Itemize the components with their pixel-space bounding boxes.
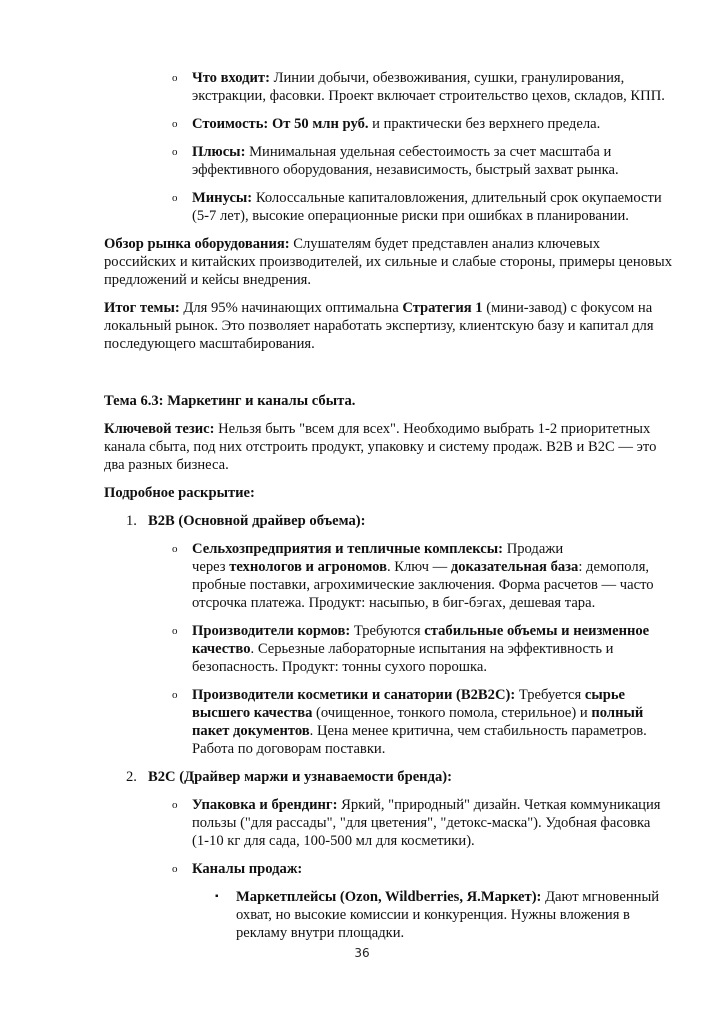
bold-text: Тема 6.3: Маркетинг и каналы сбыта. [104, 393, 356, 409]
bold-text: сырье [584, 687, 626, 703]
text: через [192, 559, 230, 575]
bold-text: Плюсы: [192, 144, 246, 160]
text-line [104, 253, 684, 271]
text-line [148, 512, 684, 530]
text: : демополя, [578, 559, 650, 575]
text-line [104, 420, 684, 438]
bold-text: Сельхозпредприятия и тепличные комплексы: [192, 541, 504, 557]
bold-text: стабильные объемы и неизменное [424, 623, 650, 639]
text-line [192, 796, 684, 814]
bullet-item [104, 622, 684, 676]
text: Нельзя быть "всем для всех". Необходимо выбрать 1-2 приоритетных [214, 421, 651, 437]
text-line [104, 392, 684, 410]
text: (5-7 лет), высокие операционные риски при ошибках в планировании. [192, 208, 629, 224]
text: экстракции, фасовки. Проект включает строительство цехов, складов, КПП. [192, 88, 665, 104]
section-heading [104, 392, 684, 410]
text: эффективного оборудования, независимость, быстрый захват рынка. [192, 162, 619, 178]
text: Для 95% начинающих оптимальна [179, 300, 403, 316]
bold-text: Стратегия 1 [402, 300, 483, 316]
bold-text: полный [591, 705, 644, 721]
bold-text: B2B (Основной драйвер объема): [148, 513, 366, 529]
text-line [192, 640, 684, 658]
bullet-icon: o [172, 689, 178, 701]
text: пользы ("для рассады", "для цветения", "детокс-маска"). Удобная фасовка [192, 815, 651, 831]
document-body [104, 69, 684, 952]
bold-text: доказательная база [450, 559, 579, 575]
text: безопасность. Продукт: тонны сухого порошка. [192, 659, 487, 675]
page-number: 36 [354, 946, 370, 960]
bullet-icon: o [172, 543, 178, 555]
text-line [192, 658, 684, 676]
numbered-item [104, 512, 684, 530]
bullet-item [104, 686, 684, 758]
text: Дают мгновенный [541, 889, 660, 905]
text: . Ключ — [386, 559, 451, 575]
text: Слушателям будет представлен анализ ключевых [289, 236, 600, 252]
bold-text: Ключевой тезис: [104, 421, 215, 437]
text-line [192, 540, 684, 558]
bold-text: Подробное раскрытие: [104, 485, 255, 501]
text: . Цена менее критична, чем стабильность параметров. [309, 723, 647, 739]
list-number: 1. [126, 513, 137, 529]
text-line [104, 271, 684, 289]
text-line [236, 888, 684, 906]
bold-text: Маркетплейсы (Ozon, Wildberries, Я.Маркет): [236, 889, 542, 905]
text: отсрочка платежа. Продукт: насыпью, в биг-бэгах, дешевая тара. [192, 595, 596, 611]
text: предложений и кейсы внедрения. [104, 272, 312, 288]
text-line [104, 438, 684, 456]
bold-text: Обзор рынка оборудования: [104, 236, 290, 252]
text-line [104, 484, 684, 502]
text-line [192, 143, 684, 161]
sub-bullet-item [104, 888, 684, 942]
text-line [192, 704, 684, 722]
bold-text: B2C (Драйвер маржи и узнаваемости бренда): [148, 769, 452, 785]
text-line [104, 317, 684, 335]
text-line [104, 335, 684, 353]
paragraph [104, 484, 684, 502]
bold-text: Производители кормов: [192, 623, 351, 639]
text: Требуется [515, 687, 585, 703]
bold-text: Итог темы: [104, 300, 180, 316]
bullet-item [104, 860, 684, 878]
text: Минимальная удельная себестоимость за счет масштаба и [245, 144, 612, 160]
text: два разных бизнеса. [104, 457, 229, 473]
bold-text: Стоимость: От 50 млн руб. [192, 116, 369, 132]
text-line [104, 299, 684, 317]
bold-text: Минусы: [192, 190, 253, 206]
text-line [192, 87, 684, 105]
text-line [192, 207, 684, 225]
text-line [192, 558, 684, 576]
text: . Серьезные лабораторные испытания на эффективность и [250, 641, 614, 657]
list-number: 2. [126, 769, 137, 785]
text-line [192, 594, 684, 612]
bullet-item [104, 540, 684, 612]
text-line [192, 576, 684, 594]
numbered-item [104, 768, 684, 786]
text-line [192, 686, 684, 704]
text-line [192, 740, 684, 758]
bold-text: пакет документов [192, 723, 310, 739]
bullet-icon: o [172, 146, 178, 158]
text-line [104, 235, 684, 253]
text: Продажи [503, 541, 564, 557]
text: рекламу внутри площадки. [236, 925, 405, 941]
bullet-item [104, 115, 684, 133]
text-line [192, 622, 684, 640]
text: последующего масштабирования. [104, 336, 315, 352]
bullet-icon: ▪ [215, 891, 219, 902]
text: канала сбыта, под них отстроить продукт, упаковку и систему продаж. B2B и B2C — это [104, 439, 657, 455]
text: (мини-завод) с фокусом на [482, 300, 653, 316]
text-line [148, 768, 684, 786]
text-line [236, 924, 684, 942]
text: (очищенное, тонкого помола, стерильное) и [312, 705, 592, 721]
bold-text: высшего качества [192, 705, 313, 721]
text-line [192, 832, 684, 850]
bullet-item [104, 143, 684, 179]
bullet-item [104, 189, 684, 225]
bullet-icon: o [172, 799, 178, 811]
paragraph [104, 420, 684, 474]
text: охват, но высокие комиссии и конкуренция. Нужны вложения в [236, 907, 630, 923]
text-line [192, 69, 684, 87]
text-line [236, 906, 684, 924]
text: Линии добычи, обезвоживания, сушки, гранулирования, [269, 70, 625, 86]
text: Работа по договорам поставки. [192, 741, 386, 757]
bullet-icon: o [172, 72, 178, 84]
text-line [192, 115, 684, 133]
text: Колоссальные капиталовложения, длительный срок окупаемости [252, 190, 662, 206]
text: Яркий, "природный" дизайн. Четкая коммуникация [337, 797, 661, 813]
bold-text: технологов и агрономов [229, 559, 387, 575]
text-line [192, 189, 684, 207]
bullet-icon: o [172, 863, 178, 875]
text: российских и китайских производителей, их сильные и слабые стороны, примеры ценовых [104, 254, 672, 270]
text: локальный рынок. Это позволяет наработать экспертизу, клиентскую базу и капитал для [104, 318, 654, 334]
text-line [192, 161, 684, 179]
bold-text: Каналы продаж: [192, 861, 303, 877]
text-line [104, 456, 684, 474]
text: пробные поставки, агрохимические заключения. Форма расчетов — часто [192, 577, 654, 593]
bold-text: Что входит: [192, 70, 270, 86]
bold-text: Производители косметики и санатории (B2B2C): [192, 687, 516, 703]
bold-text: качество [192, 641, 251, 657]
paragraph [104, 299, 684, 353]
text-line [192, 860, 684, 878]
text: Требуются [350, 623, 425, 639]
bullet-icon: o [172, 118, 178, 130]
bullet-icon: o [172, 192, 178, 204]
text-line [192, 814, 684, 832]
text: и практически без верхнего предела. [368, 116, 601, 132]
paragraph [104, 235, 684, 289]
text-line [192, 722, 684, 740]
bullet-item [104, 69, 684, 105]
bold-text: Упаковка и брендинг: [192, 797, 338, 813]
bullet-icon: o [172, 625, 178, 637]
text: (1-10 кг для сада, 100-500 мл для косметики). [192, 833, 475, 849]
bullet-item [104, 796, 684, 850]
